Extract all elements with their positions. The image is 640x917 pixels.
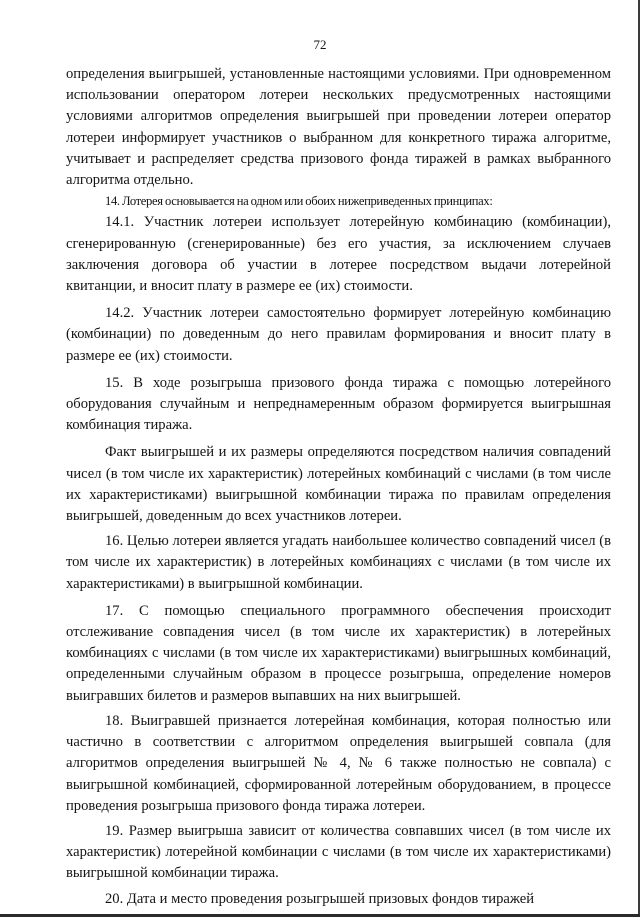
- paragraph-continuation: определения выигрышей, установленные настоящими условиями. При одновременном использовании оператором лотереи нескольких предусмотренных настоящими условиями алгоритмов определения выигрышей при проведении лотереи оператор лотереи информирует участников о выбранном для конкретного тиража алгоритме, учитывает и распределяет средства призового фонда тиражей в рамках выбранного алгоритма отдельно.: [66, 66, 611, 189]
- paragraph-14-2: 14.2. Участник лотереи самостоятельно формирует лотерейную комбинацию (комбинации) по доведенным до него правилам формирования и вносит плату в размере ее (их) стоимости.: [66, 305, 611, 364]
- page-number: 72: [313, 37, 327, 52]
- document-body: [66, 64, 611, 910]
- paragraph-15: 15. В ходе розыгрыша призового фонда тиража с помощью лотерейного оборудования случайным и непреднамеренным образом формируется выигрышная комбинация тиража.: [66, 374, 611, 434]
- paragraph-16: 16. Целью лотереи является угадать наибольшее количество совпадений чисел (в том числе их характеристик) в лотерейных комбинациях с числами (в том числе их характеристиками) в выигрышной комбинации.: [66, 533, 611, 592]
- paragraph-14: 14. Лотерея основывается на одном или обоих нижеприведенных принципах:: [105, 194, 493, 209]
- paragraph-17: 17. С помощью специального программного обеспечения происходит отслеживание совпадения чисел (в том числе их характеристик) в лотерейных комбинациях с числами (в том числе их характеристиками) выигрышных комбинаций, определенными случайным образом в процессе розыгрыша, определение номеров выигравших билетов и размеров выпавших на них выигрышей.: [66, 602, 611, 704]
- paragraph-20: 20. Дата и место проведения розыгрышей призовых фондов тиражей: [105, 890, 535, 907]
- paragraph-18: 18. Выигравшей признается лотерейная комбинация, которая полностью или частично в соответствии с алгоритмом определения выигрышей совпала (для алгоритмов определения выигрышей № 4, № 6 также полностью не совпала) с выигрышной комбинацией, сформированной лотерейным оборудованием, в процессе проведения розыгрыша призового фонда тиража лотереи.: [66, 712, 611, 814]
- paragraph-19: 19. Размер выигрыша зависит от количества совпавших чисел (в том числе их характеристик) лотерейной комбинации с числами (в том числе их характеристиками) выигрышной комбинации тиража.: [66, 822, 611, 882]
- paragraph-14-1: 14.1. Участник лотереи использует лотерейную комбинацию (комбинации), сгенерированную (сгенерированные) без его участия, за исключением случаев заключения договора об участии в лотерее посредством выдачи лотерейной квитанции, и вносит плату в размере ее (их) стоимости.: [66, 214, 611, 295]
- paragraph-15-fact: Факт выигрышей и их размеры определяются посредством наличия совпадений чисел (в том числе их характеристик) лотерейных комбинаций с числами (в том числе их характеристиками) выигрышной комбинации тиража по правилам определения выигрышей, доведенным до всех участников лотереи.: [66, 444, 611, 525]
